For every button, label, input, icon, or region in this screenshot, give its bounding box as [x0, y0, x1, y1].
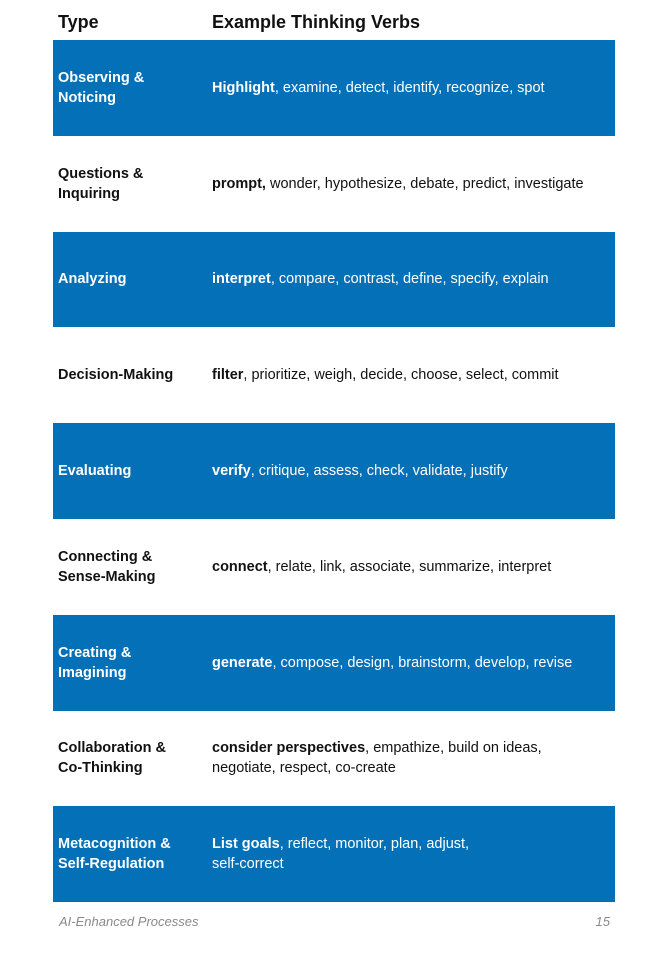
type-cell — [58, 365, 198, 385]
type-cell — [58, 643, 198, 683]
type-line-1: Connecting & — [58, 548, 153, 565]
type-line-1: Decision-Making — [58, 367, 174, 384]
type-line-2: Co-Thinking — [58, 760, 143, 777]
type-line-2: Imagining — [58, 664, 127, 681]
key-verb: verify — [212, 463, 251, 480]
thinking-verbs-table — [53, 40, 615, 902]
type-cell — [58, 547, 198, 587]
page-number: 15 — [595, 914, 610, 929]
key-verb: generate — [212, 654, 273, 671]
other-verbs-line-2: negotiate, respect, co-create — [212, 760, 396, 777]
type-cell — [58, 269, 198, 289]
key-verb: consider perspectives — [212, 740, 366, 757]
type-line-2: Sense-Making — [58, 568, 156, 585]
other-verbs: , critique, assess, check, validate, justify — [250, 463, 508, 480]
type-column-header: Type — [58, 12, 99, 32]
verbs-cell — [212, 653, 607, 673]
other-verbs: , relate, link, associate, summarize, interpret — [267, 558, 552, 575]
type-line-1: Analyzing — [58, 271, 127, 288]
table-row — [53, 423, 615, 519]
verbs-cell — [212, 365, 607, 385]
other-verbs: , compare, contrast, define, specify, explain — [270, 271, 549, 288]
type-line-1: Observing & — [58, 69, 145, 86]
type-line-1: Creating & — [58, 644, 132, 661]
verbs-cell — [212, 174, 607, 194]
table-row — [53, 232, 615, 328]
type-line-1: Metacognition & — [58, 836, 171, 853]
table-row — [53, 711, 615, 807]
type-cell — [58, 738, 198, 778]
type-line-2: Noticing — [58, 89, 116, 106]
type-cell — [58, 834, 198, 874]
other-verbs: , prioritize, weigh, decide, choose, select, commit — [243, 367, 559, 384]
type-cell — [58, 461, 198, 481]
footer-title: AI-Enhanced Processes — [59, 914, 199, 929]
verbs-cell — [212, 738, 607, 778]
type-cell — [58, 164, 198, 204]
type-line-1: Evaluating — [58, 463, 132, 480]
table-header — [0, 0, 671, 40]
verbs-cell — [212, 78, 607, 98]
type-line-1: Collaboration & — [58, 740, 166, 757]
verbs-column-header: Example Thinking Verbs — [212, 12, 421, 32]
type-line-2: Inquiring — [58, 185, 121, 202]
type-line-2: Self-Regulation — [58, 856, 165, 873]
table-row — [53, 40, 615, 136]
key-verb: Highlight — [212, 79, 275, 96]
verbs-cell — [212, 557, 607, 577]
type-line-1: Questions & — [58, 165, 144, 182]
verbs-cell — [212, 834, 607, 874]
key-verb: connect — [212, 558, 268, 575]
other-verbs-line-2: self-correct — [212, 856, 284, 873]
key-verb: interpret — [212, 271, 271, 288]
other-verbs: , compose, design, brainstorm, develop, revise — [272, 654, 573, 671]
other-verbs: , reflect, monitor, plan, adjust, — [279, 836, 470, 853]
table-row — [53, 327, 615, 423]
table-row — [53, 615, 615, 711]
table-row — [53, 136, 615, 232]
key-verb: prompt, — [212, 175, 266, 192]
key-verb: filter — [212, 367, 244, 384]
other-verbs: , examine, detect, identify, recognize, spot — [274, 79, 545, 96]
key-verb: List goals — [212, 836, 280, 853]
other-verbs: , empathize, build on ideas, — [365, 740, 542, 757]
type-cell — [58, 68, 198, 108]
verbs-cell — [212, 461, 607, 481]
verbs-cell — [212, 269, 607, 289]
other-verbs: wonder, hypothesize, debate, predict, investigate — [265, 175, 584, 192]
table-row — [53, 519, 615, 615]
table-row — [53, 806, 615, 902]
